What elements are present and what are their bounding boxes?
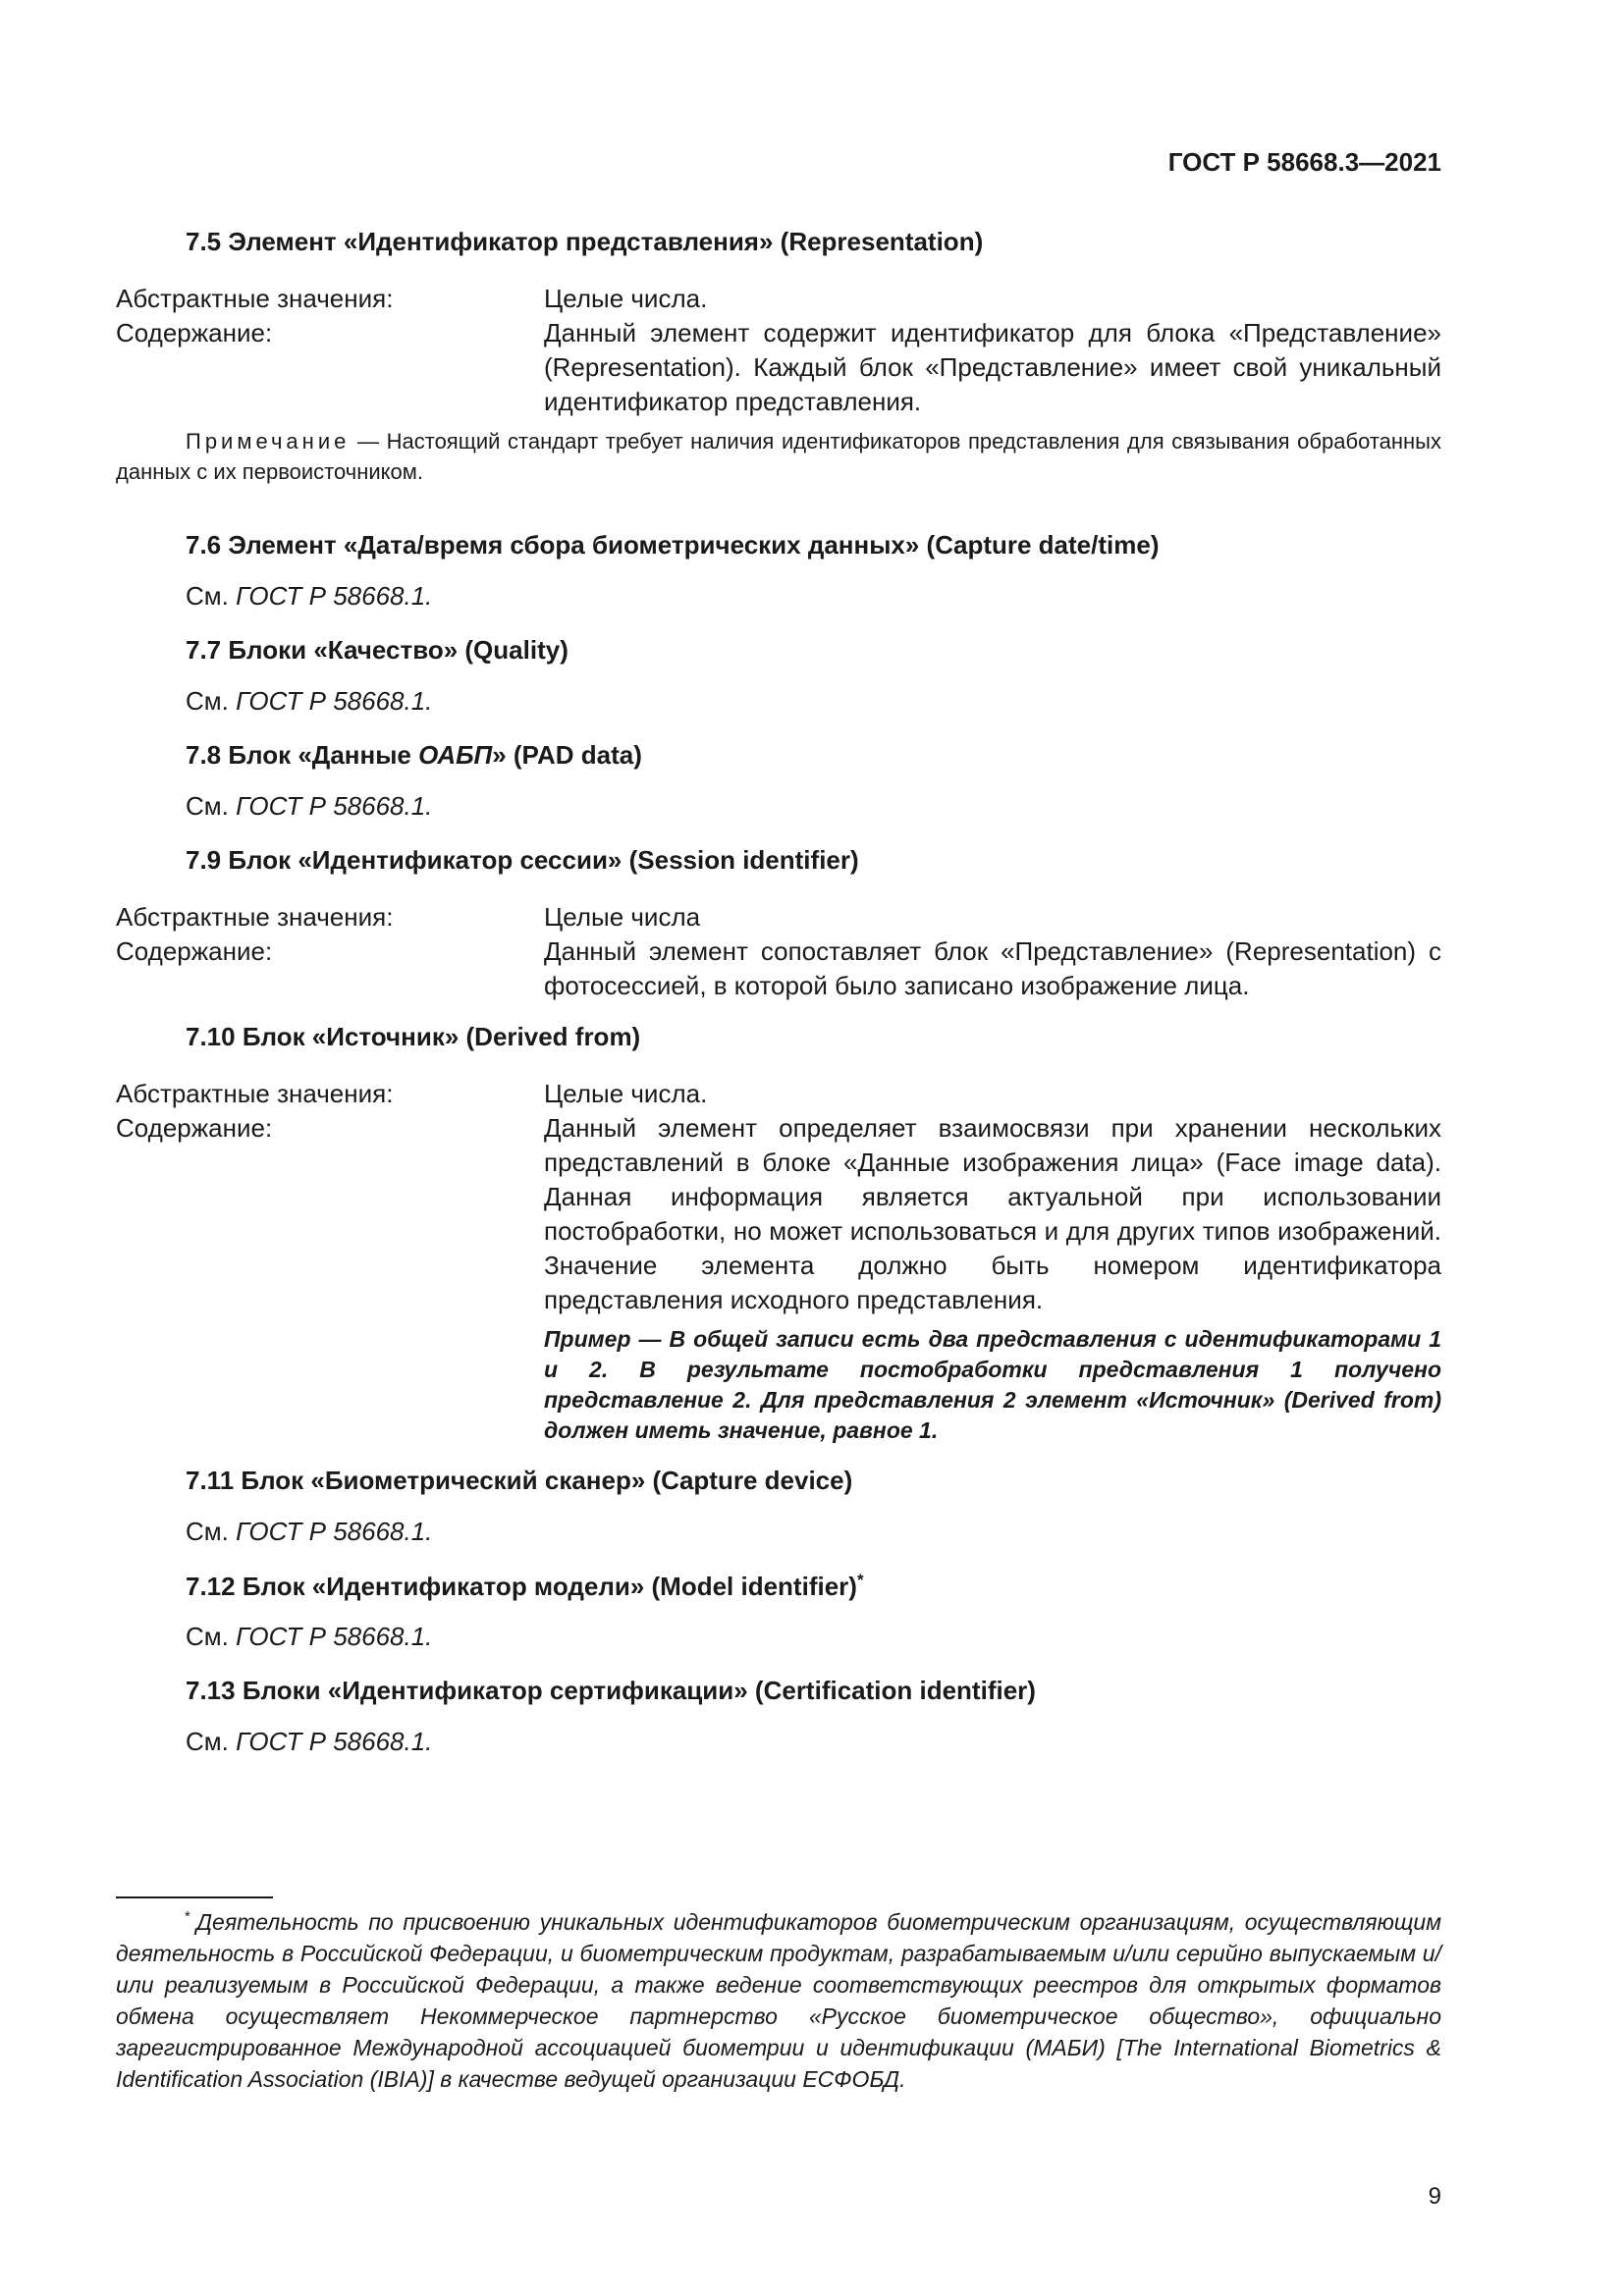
abstract-values-label: Абстрактные значения:	[116, 1079, 394, 1108]
see-reference	[186, 1727, 432, 1757]
heading-part: » (PAD data)	[492, 740, 642, 770]
content-label: Содержание:	[116, 318, 273, 347]
note-label: Примечание	[186, 429, 351, 454]
abstract-values-label: Абстрактные значения:	[116, 284, 394, 313]
see-reference	[186, 1517, 432, 1547]
footnote-marker[interactable]: *	[856, 1571, 864, 1589]
footnote	[116, 1901, 1441, 2095]
content-text: Данный элемент содержит идентификатор для блока «Представление» (Representation). Каждый блок «Представление» имеет свой уникальный идентификатор представления.	[544, 318, 1441, 416]
see-prefix: См.	[186, 1727, 229, 1756]
see-reference	[186, 686, 432, 717]
abstract-values-text: Целые числа.	[544, 1079, 708, 1108]
abstract-values-label: Абстрактные значения:	[116, 902, 394, 932]
content-label: Содержание:	[116, 1113, 273, 1143]
see-prefix: См.	[186, 1517, 229, 1546]
see-reference	[186, 1622, 432, 1652]
section-7-5-heading: 7.5 Элемент «Идентификатор представления» (Representation)	[186, 227, 984, 256]
footnote-text: Деятельность по присвоению уникальных идентификаторов биометрическим организациям, осуществляющим деятельность в Российской Федерации, и биометрическим продуктам, разрабатываемым и/или серийно выпускаемым и/или реализуемым в Российской Федерации, а также ведение соответствующих реестров для открытых форматов обмена осуществляет Некоммерческое партнерство «Русское биометрическое общество», официально зарегистрированное Международной ассоциацией биометрии и идентификации (МАБИ) [The International Biometrics & Identification Association (IBIA)] в качестве ведущей организации ЕСФОБД.	[116, 1909, 1441, 2092]
see-prefix: См.	[186, 1622, 229, 1651]
section-7-11-heading: 7.11 Блок «Биометрический сканер» (Capture device)	[186, 1466, 853, 1495]
section-7-7-heading: 7.7 Блоки «Качество» (Quality)	[186, 635, 568, 665]
heading-text: 7.12 Блок «Идентификатор модели» (Model identifier)	[186, 1572, 857, 1601]
see-ref: ГОСТ Р 58668.1.	[236, 791, 433, 821]
content-text: Данный элемент определяет взаимосвязи при хранении нескольких представлений в блоке «Данные изображения лица» (Face image data). Данная информация является актуальной при использовании постобработки, но может использоваться и для других типов изображений. Значение элемента должно быть номером идентификатора представления исходного представления.	[544, 1113, 1441, 1314]
heading-part: 7.8 Блок «Данные	[186, 740, 419, 770]
content-text: Данный элемент сопоставляет блок «Представление» (Representation) с фотосессией, в которой было записано изображение лица.	[544, 936, 1441, 1000]
abstract-values-text: Целые числа.	[544, 284, 708, 313]
see-ref: ГОСТ Р 58668.1.	[236, 1517, 433, 1546]
section-7-9-heading: 7.9 Блок «Идентификатор сессии» (Session identifier)	[186, 845, 859, 875]
note-text: — Настоящий стандарт требует наличия идентификаторов представления для связывания обработанных данных с их первоисточником.	[116, 429, 1441, 484]
section-7-10-heading: 7.10 Блок «Источник» (Derived from)	[186, 1022, 641, 1051]
see-prefix: См.	[186, 791, 229, 821]
see-prefix: См.	[186, 581, 229, 611]
see-ref: ГОСТ Р 58668.1.	[236, 1622, 433, 1651]
see-ref: ГОСТ Р 58668.1.	[236, 686, 433, 716]
example-paragraph: Пример — В общей записи есть два представления с идентификаторами 1 и 2. В результате постобработки представления 1 получено представление 2. Для представления 2 элемент «Источник» (Derived from) должен иметь значение, равное 1.	[544, 1326, 1441, 1443]
footnote-separator	[116, 1896, 273, 1898]
see-prefix: См.	[186, 686, 229, 716]
footnote-marker: *	[185, 1908, 190, 1925]
see-ref: ГОСТ Р 58668.1.	[236, 581, 433, 611]
section-7-8-heading	[186, 740, 642, 771]
document-header: ГОСТ Р 58668.3—2021	[1167, 147, 1441, 177]
see-reference	[186, 791, 432, 822]
note-paragraph	[116, 426, 1441, 487]
see-ref: ГОСТ Р 58668.1.	[236, 1727, 433, 1756]
section-7-13-heading: 7.13 Блоки «Идентификатор сертификации» (Certification identifier)	[186, 1676, 1036, 1705]
see-reference	[186, 581, 432, 612]
page-number: 9	[1428, 2183, 1441, 2210]
section-7-12-heading	[186, 1571, 864, 1602]
content-label: Содержание:	[116, 936, 273, 966]
section-7-6-heading: 7.6 Элемент «Дата/время сбора биометрических данных» (Capture date/time)	[186, 530, 1160, 560]
heading-abbrev: ОАБП	[418, 740, 493, 770]
abstract-values-text: Целые числа	[544, 902, 701, 932]
